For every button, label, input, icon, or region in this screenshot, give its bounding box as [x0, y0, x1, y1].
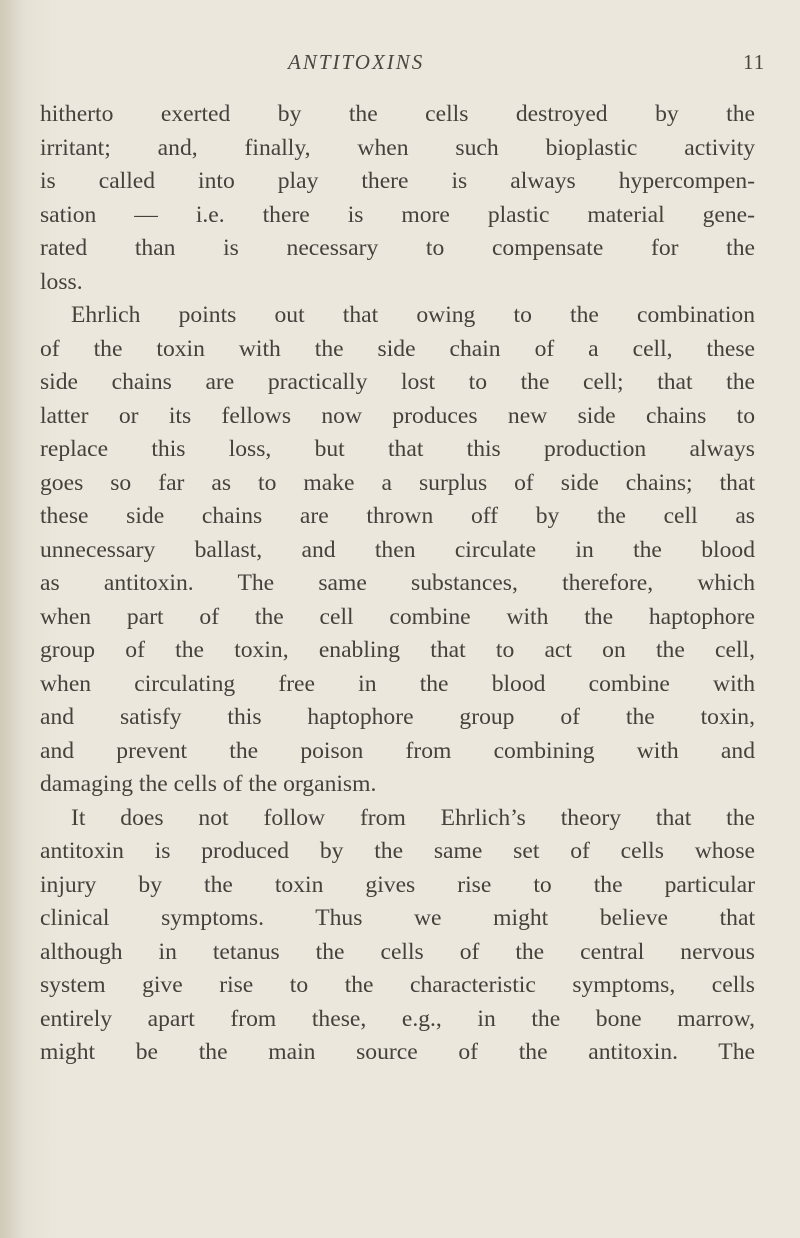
text-line: clinical symptoms. Thus we might believe that: [40, 905, 755, 931]
text-line: and prevent the poison from combining with and: [40, 737, 755, 764]
text-line: rated than is necessary to compensate for the: [40, 235, 755, 261]
text-line: hitherto exerted by the cells destroyed by the: [40, 101, 755, 127]
text-line: sation — i.e. there is more plastic material gene-: [40, 201, 755, 228]
text-line: although in tetanus the cells of the central nervous: [40, 938, 755, 965]
text-line: side chains are practically lost to the cell; that the: [40, 369, 755, 395]
text-line: Ehrlich points out that owing to the combination: [71, 302, 755, 328]
text-line: when circulating free in the blood combine with: [40, 670, 755, 697]
text-line: It does not follow from Ehrlich’s theory that the: [71, 804, 755, 831]
text-line: is called into play there is always hypercompen-: [40, 168, 755, 194]
text-line: and satisfy this haptophore group of the toxin,: [40, 704, 755, 730]
text-line: damaging the cells of the organism.: [40, 771, 377, 797]
text-line: might be the main source of the antitoxin. The: [40, 1039, 755, 1065]
text-line: system give rise to the characteristic symptoms, cells: [40, 972, 755, 998]
body-text: [40, 98, 755, 1070]
text-line: antitoxin is produced by the same set of cells whose: [40, 838, 755, 864]
running-title: ANTITOXINS: [288, 50, 425, 74]
page-number: 11: [743, 50, 766, 74]
text-line: latter or its fellows now produces new side chains to: [40, 402, 755, 429]
text-line: unnecessary ballast, and then circulate in the blood: [40, 536, 755, 563]
text-line: when part of the cell combine with the haptophore: [40, 603, 755, 630]
text-line: of the toxin with the side chain of a cell, these: [40, 335, 755, 362]
text-line: injury by the toxin gives rise to the particular: [40, 871, 755, 898]
text-line: replace this loss, but that this production always: [40, 436, 755, 462]
text-line: irritant; and, finally, when such bioplastic activity: [40, 134, 755, 161]
running-head: [0, 50, 800, 80]
page-gutter-shadow: [0, 0, 22, 1238]
text-line: entirely apart from these, e.g., in the bone marrow,: [40, 1005, 755, 1032]
text-line: loss.: [40, 268, 83, 295]
text-line: as antitoxin. The same substances, therefore, which: [40, 570, 755, 596]
text-line: group of the toxin, enabling that to act on the cell,: [40, 637, 755, 663]
text-line: goes so far as to make a surplus of side chains; that: [40, 469, 755, 496]
text-line: these side chains are thrown off by the cell as: [40, 503, 755, 529]
